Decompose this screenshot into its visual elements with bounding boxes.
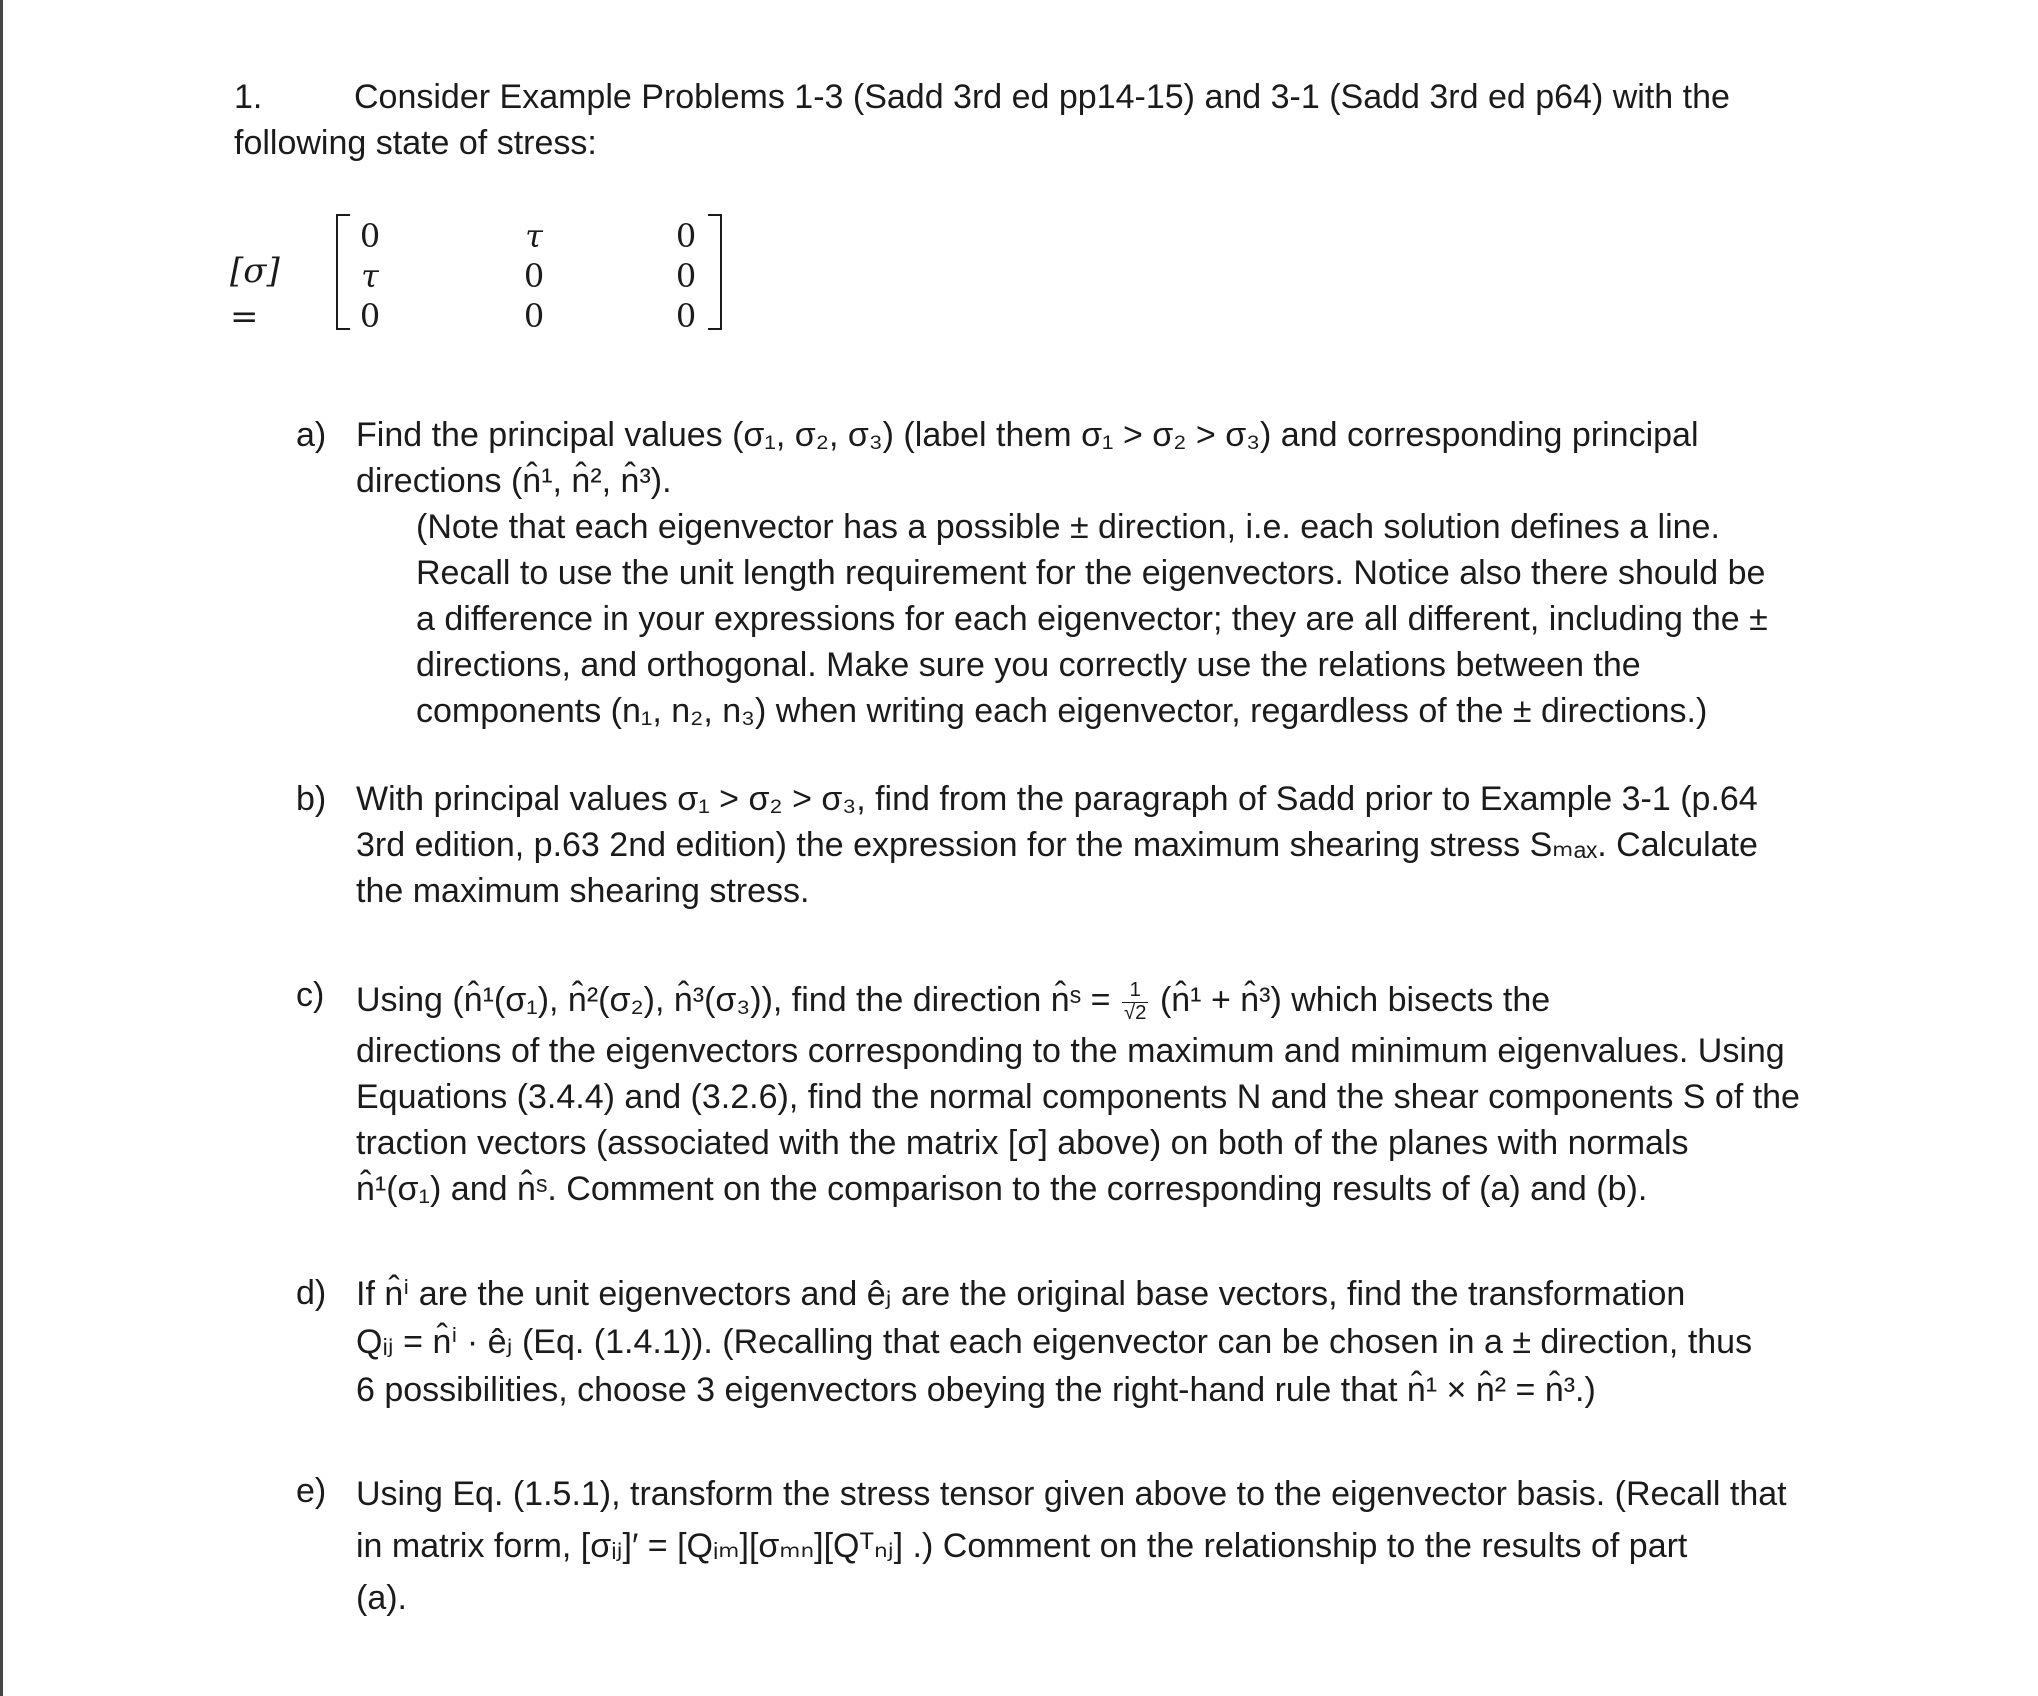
matrix-right-bracket (708, 214, 722, 330)
part-b-line: 3rd edition, p.63 2nd edition) the expression for the maximum shearing stress Sₘₐₓ. Calculate (356, 826, 1758, 864)
part-a-note-line: a difference in your expressions for each eigenvector; they are all different, including the ± (416, 600, 1768, 638)
part-d-line: 6 possibilities, choose 3 eigenvectors obeying the right-hand rule that n̂¹ × n̂² = n̂³.) (356, 1371, 1596, 1409)
problem-intro (234, 74, 1834, 166)
part-a-note-line: components (n₁, n₂, n₃) when writing each eigenvector, regardless of the ± directions.) (416, 692, 1708, 730)
part-a-note-line: (Note that each eigenvector has a possible ± direction, i.e. each solution defines a line. (416, 508, 1720, 546)
part-e-line: Using Eq. (1.5.1), transform the stress tensor given above to the eigenvector basis. (Recall that (356, 1475, 1787, 1513)
intro-line-1 (234, 74, 1834, 120)
intro-line-2: following state of stress: (234, 124, 597, 162)
fraction-one-over-root-two (1122, 980, 1149, 1024)
matrix-cell-1-1: 0 (523, 257, 545, 295)
fraction-denominator: √2 (1123, 1001, 1147, 1024)
matrix-left-bracket (336, 214, 350, 330)
part-b-line: the maximum shearing stress. (356, 872, 810, 910)
matrix-cell-1-0: τ (361, 257, 379, 295)
part-a-note (356, 504, 1816, 734)
part-a-note-line: directions, and orthogonal. Make sure you correctly use the relations between the (416, 646, 1641, 684)
part-c-line-1 (356, 972, 1816, 1028)
part-c-line-1-pre: Using (n̂¹(σ₁), n̂²(σ₂), n̂³(σ₃)), find the direction n̂ˢ = (356, 981, 1111, 1019)
part-c-line: directions of the eigenvectors corresponding to the maximum and minimum eigenvalues. Using (356, 1032, 1785, 1070)
part-e-label: e) (296, 1472, 327, 1510)
part-e-body (356, 1468, 1816, 1624)
matrix-cell-0-1: τ (525, 217, 543, 255)
part-d-body (356, 1270, 1816, 1414)
part-d-label: d) (296, 1274, 327, 1312)
matrix-cell-2-1: 0 (523, 297, 545, 335)
matrix-cell-0-2: 0 (675, 217, 697, 255)
scan-edge (0, 0, 3, 1696)
matrix-cell-0-0: 0 (359, 217, 381, 255)
part-d-line: Qᵢⱼ = n̂ⁱ · êⱼ (Eq. (1.4.1)). (Recalling that each eigenvector can be chosen in a ± direction, thus (356, 1323, 1753, 1361)
part-a-label: a) (296, 416, 327, 454)
part-c-line-1-post: (n̂¹ + n̂³) which bisects the (1159, 981, 1551, 1019)
matrix-cell-2-0: 0 (359, 297, 381, 335)
part-c-line: traction vectors (associated with the matrix [σ] above) on both of the planes with normals (356, 1124, 1689, 1162)
part-a-note-line: Recall to use the unit length requirement for the eigenvectors. Notice also there should be (416, 554, 1766, 592)
matrix-cell-1-2: 0 (675, 257, 697, 295)
part-e-line: (a). (356, 1579, 407, 1617)
part-b-label: b) (296, 780, 327, 818)
part-c-line: n̂¹(σ₁) and n̂ˢ. Comment on the comparison to the corresponding results of (a) and (b). (356, 1170, 1648, 1208)
problem-number: 1. (234, 78, 263, 116)
part-a-line-1: Find the principal values (σ₁, σ₂, σ₃) (label them σ₁ > σ₂ > σ₃) and corresponding principal (356, 416, 1699, 454)
part-a-body (356, 412, 1816, 734)
part-b-body (356, 776, 1816, 914)
part-d-line: If n̂ⁱ are the unit eigenvectors and êⱼ are the original base vectors, find the transformation (356, 1275, 1686, 1313)
part-a-line-2: directions (n̂¹, n̂², n̂³). (356, 462, 672, 500)
intro-text-1: Consider Example Problems 1-3 (Sadd 3rd ed pp14-15) and 3-1 (Sadd 3rd ed p64) with the (354, 78, 1730, 116)
part-c-line: Equations (3.4.4) and (3.2.6), find the normal components N and the shear components S of the (356, 1078, 1800, 1116)
part-b-line: With principal values σ₁ > σ₂ > σ₃, find from the paragraph of Sadd prior to Example 3-1 (p.64 (356, 780, 1758, 818)
part-e-line: in matrix form, [σᵢⱼ]′ = [Qᵢₘ][σₘₙ][Qᵀₙⱼ] .) Comment on the relationship to the results of part (356, 1527, 1688, 1565)
part-c-body (356, 972, 1816, 1212)
matrix-cell-2-2: 0 (675, 297, 697, 335)
matrix-label: [σ] = (230, 251, 280, 337)
fraction-numerator: 1 (1122, 980, 1149, 1002)
part-c-label: c) (296, 976, 325, 1014)
